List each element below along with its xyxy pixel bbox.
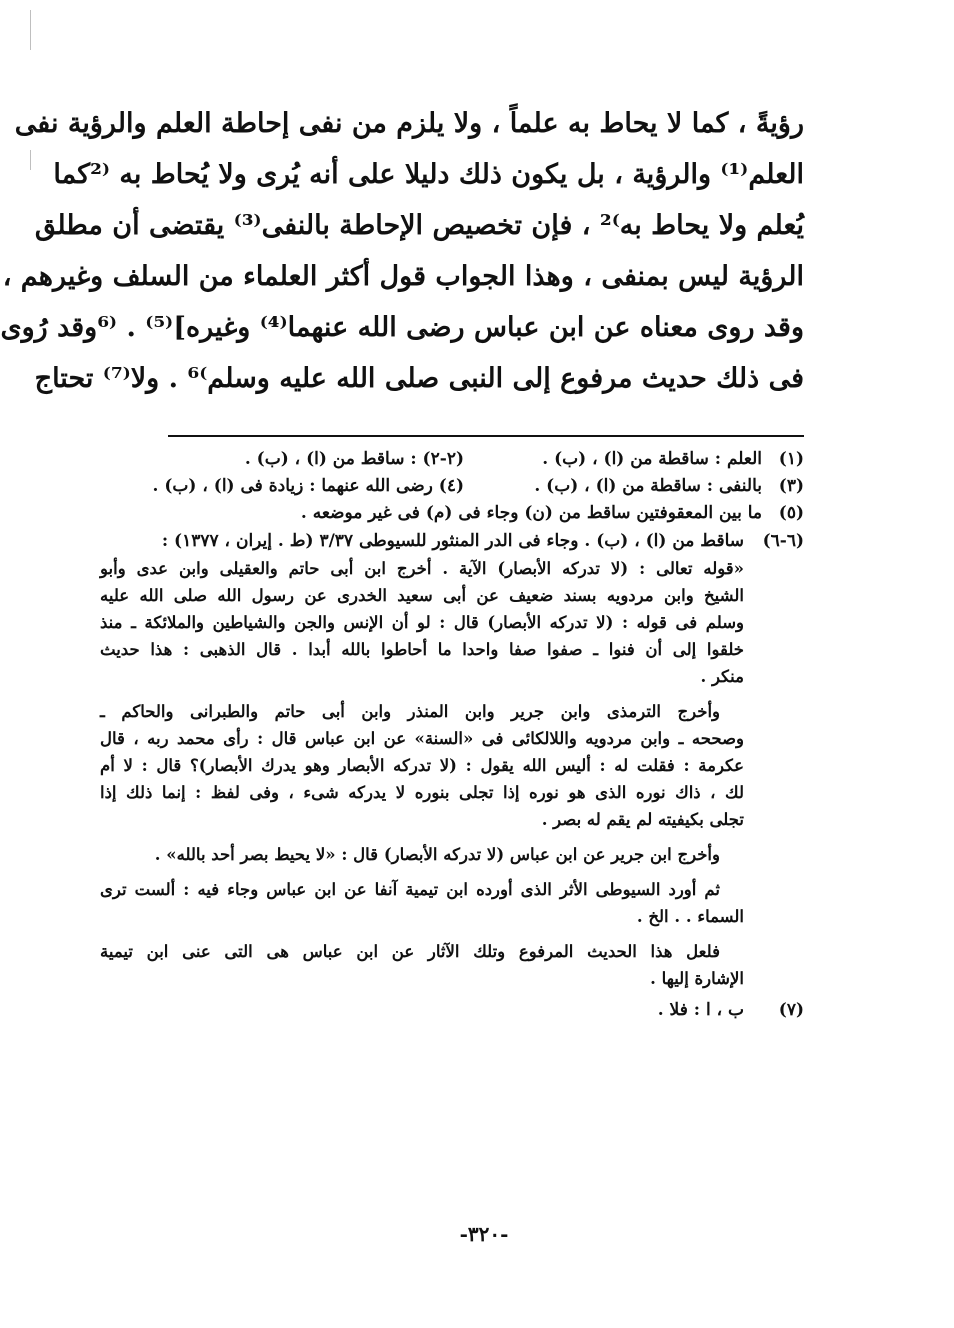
footnote-text: ساقط من (ا) ، (ب) . وجاء فى الدر المنثور للسيوطى ٣/٣٧ (ط . إيران ، ١٣٧٧) : bbox=[161, 531, 744, 551]
footnote-text: بالنفى : ساقطة من (ا) ، (ب) . bbox=[534, 476, 762, 496]
footnote-text: (٢-٢) : ساقط من (ا) ، (ب) . bbox=[244, 449, 464, 469]
quotation-line: وسلم فى قوله : (لا تدركه الأبصار) قال : لو أن الإنس والجن والشياطين والملائكة ـ منذ bbox=[100, 613, 744, 632]
footnote-row bbox=[100, 500, 804, 527]
quotation-line: وأخرج ابن جرير عن ابن عباس (لا تدركه الأبصار) قال : «لا يحيط بصر أحد بالله» . bbox=[154, 845, 720, 864]
footnote-text: ما بين المعقوفتين ساقط من (ن) وجاء فى (م) فى غير موضعه . bbox=[300, 503, 762, 523]
quotation-line: تجلى بكيفيته لم يقم له بصر . bbox=[541, 810, 744, 829]
footnotes-block bbox=[100, 446, 804, 1024]
footnote-number: (١) bbox=[778, 449, 804, 469]
main-text-block bbox=[0, 98, 804, 404]
scan-edge-mark bbox=[30, 150, 31, 170]
main-text-line: الرؤية ليس بمنفى ، وهذا الجواب قول أكثر العلماء من السلف وغيرهم ، bbox=[2, 261, 804, 292]
quotation-line: لك ، ذاك نوره الذى هو نوره إذا تجلى بنوره لا يدركه شىء ، وفى لفظ : إنما ذلك إذا bbox=[100, 783, 744, 802]
main-text-line: رؤيةً ، كما لا يحاط به علماً ، ولا يلزم من نفى إحاطة العلم والرؤية نفى bbox=[14, 108, 804, 139]
quotation-line: ثم أورد السيوطى الأثر الذى أورده ابن تيمية آنفا عن ابن عباس وجاء فيه : ألست ترى bbox=[100, 880, 720, 899]
quotation-line: عكرمة : فقلت له : أليس الله يقول : (لا تدركه الأبصار وهو يدرك الأبصار)؟ قال : لا أم bbox=[100, 756, 744, 775]
page-number: -٣٢٠- bbox=[459, 1222, 509, 1246]
footnote-quotation bbox=[100, 555, 744, 992]
main-text-line: يُعلم ولا يحاط به⁾² ، فإن تخصيص الإحاطة بالنفى⁽³⁾ يقتضى أن مطلق bbox=[34, 210, 804, 241]
scan-edge-mark bbox=[30, 10, 31, 50]
footnote-number: (٧) bbox=[778, 1000, 804, 1020]
main-text-line: فى ذلك حديث مرفوع إلى النبى صلى الله عليه وسلم⁾⁶ . ولا⁽⁷⁾ تحتاج bbox=[34, 363, 804, 394]
footnote-row bbox=[100, 996, 804, 1024]
quotation-line: خلقوا إلى أن فنوا ـ صفوا صفا واحدا ما أحاطوا بالله أبدا . قال الذهبى : هذا حديث bbox=[100, 640, 744, 659]
footnote-text: ب ، ا : فلا . bbox=[657, 1000, 744, 1020]
footnote-number: (٣) bbox=[778, 476, 804, 496]
quotation-line: «قوله تعالى : (لا تدركه الأبصار) الآية . أخرج ابن أبى حاتم والعقيلى وابن عدى وأبو bbox=[100, 559, 744, 578]
quotation-line: وصححه ـ وابن مردويه واللالكائى فى «السنة» عن ابن عباس قال : رأى محمد ربه ، قال bbox=[100, 729, 744, 748]
quotation-line: فلعل هذا الحديث المرفوع وتلك الآثار عن ابن عباس هى التى عنى ابن تيمية bbox=[100, 942, 720, 961]
quotation-line: وأخرج الترمذى وابن جرير وابن المنذر وابن أبى حاتم والطبرانى والحاكم ـ bbox=[100, 702, 720, 721]
footnote-separator bbox=[168, 435, 804, 437]
footnote-number: (٦-٦) bbox=[762, 531, 804, 551]
main-text-line: العلم⁽¹⁾ والرؤية ، بل يكون ذلك دليلا على أنه يُرى ولا يُحاط به ⁽²كما bbox=[53, 159, 804, 190]
quotation-line: السماء . . الخ . bbox=[636, 907, 744, 926]
footnote-row bbox=[100, 527, 804, 555]
footnote-row bbox=[100, 446, 804, 473]
quotation-line: منكر . bbox=[700, 667, 744, 686]
footnote-row bbox=[100, 473, 804, 500]
quotation-line: الإشارة إليها . bbox=[650, 969, 744, 988]
footnote-number: (٥) bbox=[778, 503, 804, 523]
footnote-text: العلم : ساقطة من (ا) ، (ب) . bbox=[542, 449, 762, 469]
footnote-text: (٤) رضى الله عنهما : زيادة فى (ا) ، (ب) . bbox=[152, 476, 464, 496]
main-text-line: وقد روى معناه عن ابن عباس رضى الله عنهما⁽⁴⁾ وغيره]⁽⁵⁾ . ⁽⁶وقد رُوى bbox=[0, 312, 804, 343]
quotation-line: الشيخ وابن مردويه بسند ضعيف عن أبى سعيد الخدرى عن رسول الله صلى الله عليه bbox=[100, 586, 744, 605]
